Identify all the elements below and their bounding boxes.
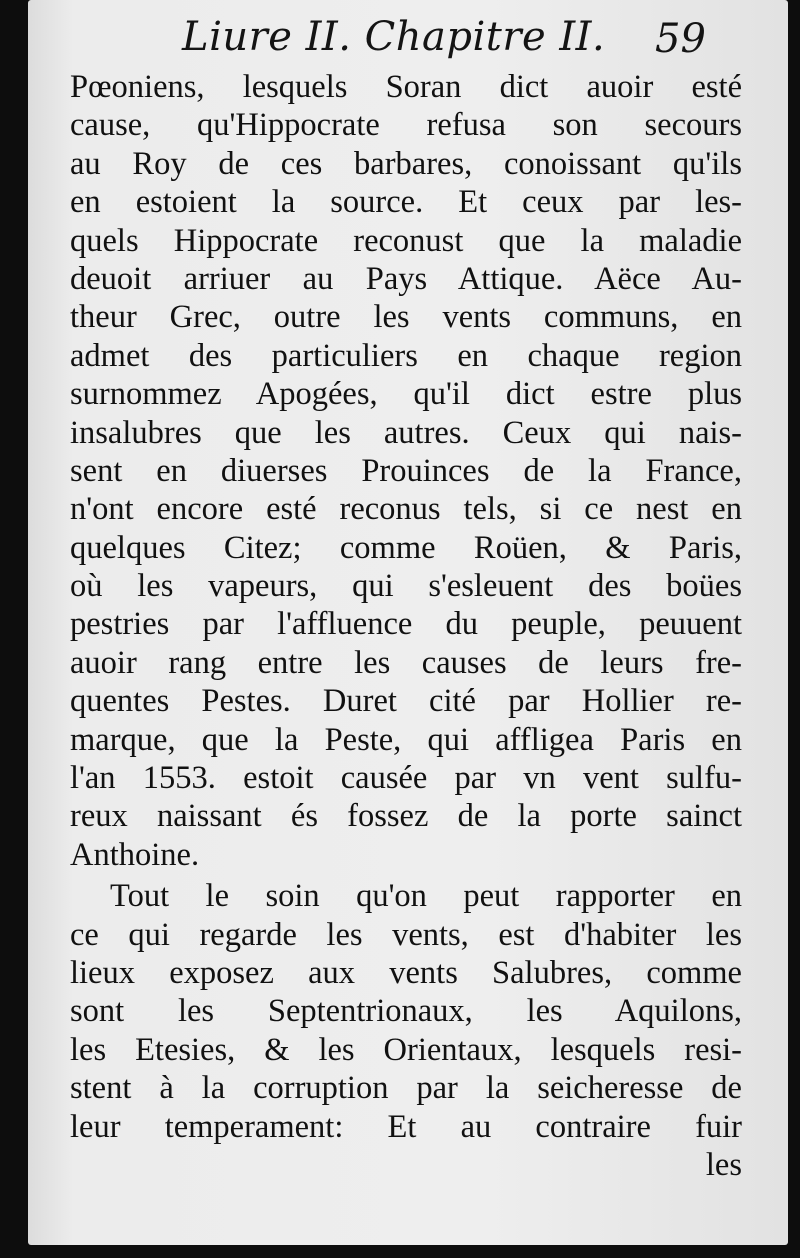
- text-line: leur temperament: Et au contraire fuir: [70, 1108, 742, 1145]
- text-line: les Etesies, & les Orientaux, lesquels resi-: [70, 1031, 742, 1068]
- body-text: [70, 68, 742, 1184]
- text-line: ce qui regarde les vents, est d'habiter les: [70, 916, 742, 953]
- text-line: insalubres que les autres. Ceux qui nais-: [70, 414, 742, 451]
- text-line: quels Hippocrate reconust que la maladie: [70, 222, 742, 259]
- text-line: auoir rang entre les causes de leurs fre-: [70, 644, 742, 681]
- text-line: quentes Pestes. Duret cité par Hollier re-: [70, 683, 742, 720]
- text-line: cause, qu'Hippocrate refusa son secours: [70, 107, 742, 144]
- page-number: 59: [655, 16, 706, 62]
- text-line: reux naissant és fossez de la porte sainct: [70, 798, 742, 835]
- running-title: Liure II. Chapitre II.: [182, 14, 606, 60]
- text-line: theur Grec, outre les vents communs, en: [70, 299, 742, 336]
- text-line: Pœoniens, lesquels Soran dict auoir esté: [70, 69, 742, 105]
- text-line: lieux exposez aux vents Salubres, comme: [70, 954, 742, 991]
- text-line: l'an 1553. estoit causée par vn vent sulfu-: [70, 760, 742, 797]
- text-line: Anthoine.: [70, 836, 200, 873]
- text-line: admet des particuliers en chaque region: [70, 337, 742, 374]
- text-line: deuoit arriuer au Pays Attique. Aëce Au-: [70, 260, 742, 297]
- text-line: où les vapeurs, qui s'esleuent des boües: [70, 568, 742, 605]
- text-line: en estoient la source. Et ceux par les-: [70, 184, 742, 221]
- text-line: surnommez Apogées, qu'il dict estre plus: [70, 376, 742, 413]
- text-line: Tout le soin qu'on peut rapporter en: [110, 878, 742, 915]
- text-line: stent à la corruption par la seicheresse de: [70, 1070, 742, 1107]
- text-line: quelques Citez; comme Roüen, & Paris,: [70, 529, 742, 566]
- catchword: les: [705, 1146, 742, 1183]
- text-line: n'ont encore esté reconus tels, si ce nest en: [70, 491, 742, 528]
- text-line: au Roy de ces barbares, conoissant qu'ils: [70, 145, 742, 182]
- text-line: marque, que la Peste, qui affligea Paris en: [70, 721, 742, 758]
- text-line: pestries par l'affluence du peuple, peuuent: [70, 606, 742, 643]
- page-header: [0, 14, 800, 70]
- text-line: sent en diuerses Prouinces de la France,: [70, 452, 742, 489]
- text-line: sont les Septentrionaux, les Aquilons,: [70, 993, 742, 1030]
